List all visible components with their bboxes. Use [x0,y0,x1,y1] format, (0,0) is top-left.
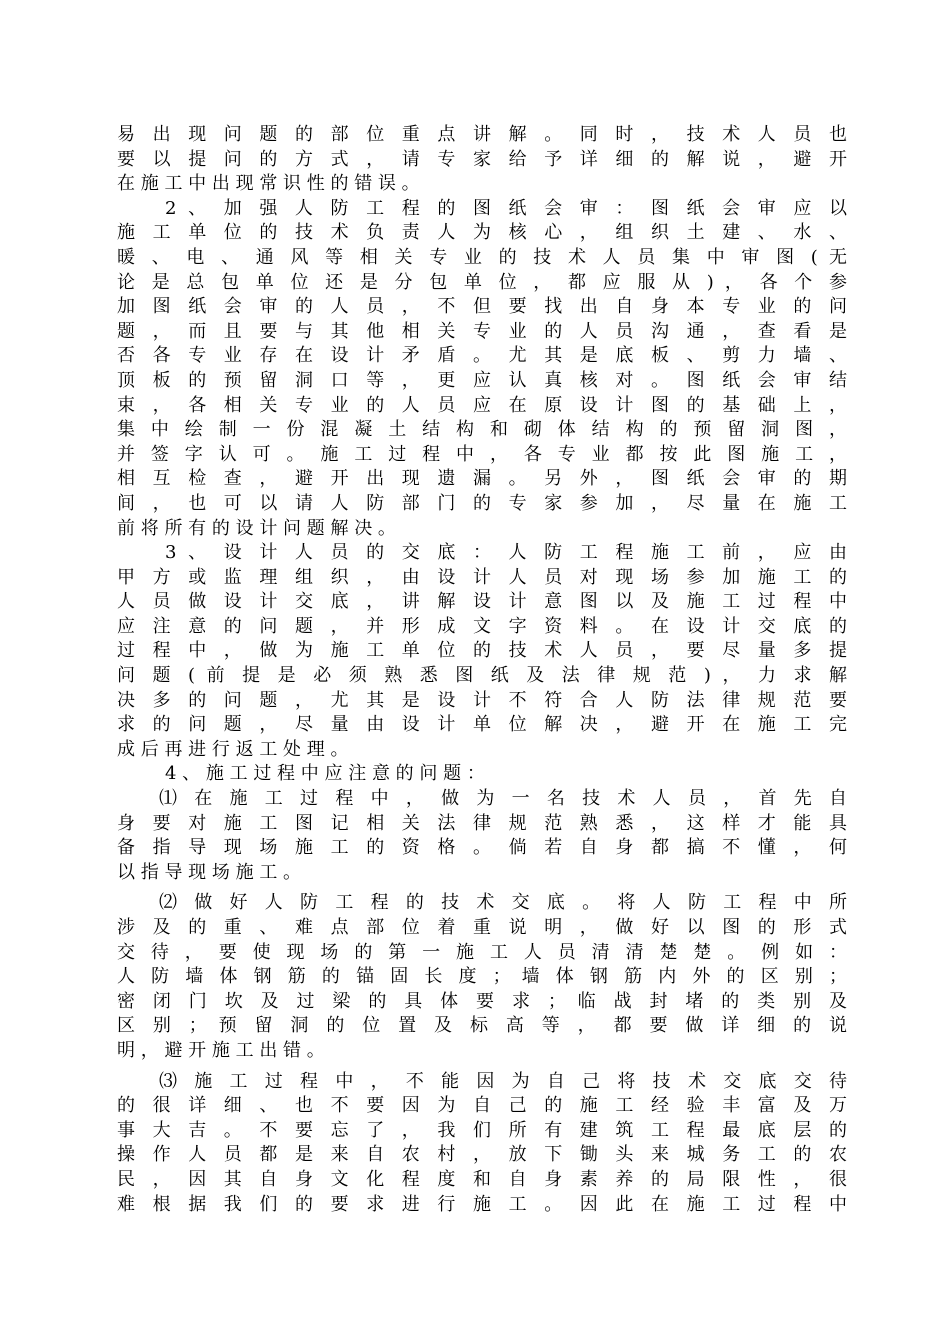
text-line: 束 ， 各 相 关 专 业 的 人 员 应 在 原 设 计 图 的 基 础 上 ， [117,394,847,416]
text-line: ⑵ 做 好 人 防 工 程 的 技 术 交 底 。 将 人 防 工 程 中 所 [159,892,847,914]
text-line: 问 题 ( 前 提 是 必 须 熟 悉 图 纸 及 法 律 规 范 ) ， 力 求 解 [117,665,847,687]
text-line: 相 互 检 查 ， 避 开 出 现 遗 漏 。 另 外 ， 图 纸 会 审 的 期 [117,468,847,490]
text-line: 难 根 据 我 们 的 要 求 进 行 施 工 。 因 此 在 施 工 过 程 中 [117,1193,847,1215]
text-line: 要 以 提 问 的 方 式 ， 请 专 家 给 予 详 细 的 解 说 ， 避 开 [117,148,847,170]
text-line: 间 ， 也 可 以 请 人 防 部 门 的 专 家 参 加 ， 尽 量 在 施 工 [117,492,847,514]
text-line: 甲 方 或 监 理 组 织 ， 由 设 计 人 员 对 现 场 参 加 施 工 的 [117,566,847,588]
text-line: 决 多 的 问 题 ， 尤 其 是 设 计 不 符 合 人 防 法 律 规 范 要 [117,689,847,711]
document-body-text [117,123,847,1217]
text-line: 过 程 中 ， 做 为 施 工 单 位 的 技 术 人 员 ， 要 尽 量 多 提 [117,640,847,662]
text-line: 前 将 所 有 的 设 计 问 题 解 决 。 [117,517,396,539]
text-line: 人 防 墙 体 钢 筋 的 锚 固 长 度 ； 墙 体 钢 筋 内 外 的 区 别 ； [117,966,847,988]
text-line: 易 出 现 问 题 的 部 位 重 点 讲 解 。 同 时 ， 技 术 人 员 也 [117,124,847,145]
text-line: 求 的 问 题 ， 尽 量 由 设 计 单 位 解 决 ， 避 开 在 施 工 完 [117,714,847,736]
text-line: 交 待 ， 要 使 现 场 的 第 一 施 工 人 员 清 清 楚 楚 。 例 如 ： [117,941,847,963]
text-line: 4 、 施 工 过 程 中 应 注 意 的 问 题 ： [165,763,485,785]
text-line: 成 后 再 进 行 返 工 处 理 。 [117,738,349,760]
text-line: 加 图 纸 会 审 的 人 员 ， 不 但 要 找 出 自 身 本 专 业 的 问 [117,296,847,318]
text-line: 密 闭 门 坎 及 过 梁 的 具 体 要 求 ； 临 战 封 堵 的 类 别 及 [117,990,847,1012]
text-line: 操 作 人 员 都 是 来 自 农 村 ， 放 下 锄 头 来 城 务 工 的 农 [117,1144,847,1166]
text-line: 施 工 单 位 的 技 术 负 责 人 为 核 心 ， 组 织 土 建 、 水 、 [117,222,847,244]
text-line: 涉 及 的 重 、 难 点 部 位 着 重 说 明 ， 做 好 以 图 的 形 式 [117,917,847,938]
text-line: 集 中 绘 制 一 份 混 凝 土 结 构 和 砌 体 结 构 的 预 留 洞 图 ， [117,419,847,441]
text-line: 暖 、 电 、 通 风 等 相 关 专 业 的 技 术 人 员 集 中 审 图 ( 无 [117,246,847,268]
text-line: 3 、 设 计 人 员 的 交 底 ： 人 防 工 程 施 工 前 ， 应 由 [165,542,847,564]
text-line: 顶 板 的 预 留 洞 口 等 ， 更 应 认 真 核 对 。 图 纸 会 审 结 [117,369,847,391]
text-line: 应 注 意 的 问 题 ， 并 形 成 文 字 资 料 。 在 设 计 交 底 的 [117,615,847,637]
text-line: 2 、 加 强 人 防 工 程 的 图 纸 会 审 ： 图 纸 会 审 应 以 [165,197,847,219]
text-line: 在 施 工 中 出 现 常 识 性 的 错 误 。 [117,173,420,195]
text-line: 题 ， 而 且 要 与 其 他 相 关 专 业 的 人 员 沟 通 ， 查 看 是 [117,320,847,342]
text-line: 并 签 字 认 可 。 施 工 过 程 中 ， 各 专 业 都 按 此 图 施 工 ， [117,443,847,465]
text-line: 备 指 导 现 场 施 工 的 资 格 。 倘 若 自 身 都 搞 不 懂 ， 何 [117,837,847,859]
text-line: 论 是 总 包 单 位 还 是 分 包 单 位 ， 都 应 服 从 ) ， 各 个 参 [117,271,847,293]
text-line: 明 ， 避 开 施 工 出 错 。 [117,1039,325,1061]
text-line: 区 别 ； 预 留 洞 的 位 置 及 标 高 等 ， 都 要 做 详 细 的 说 [117,1015,847,1037]
text-line: 民 ， 因 其 自 身 文 化 程 度 和 自 身 素 养 的 局 限 性 ， 很 [117,1168,847,1190]
text-line: 事 大 吉 。 不 要 忘 了 ， 我 们 所 有 建 筑 工 程 最 底 层 的 [117,1119,847,1141]
text-line: ⑶ 施 工 过 程 中 ， 不 能 因 为 自 己 将 技 术 交 底 交 待 [159,1070,847,1092]
text-line: 人 员 做 设 计 交 底 ， 讲 解 设 计 意 图 以 及 施 工 过 程 中 [117,591,847,613]
text-line: ⑴ 在 施 工 过 程 中 ， 做 为 一 名 技 术 人 员 ， 首 先 自 [159,788,847,810]
text-line: 以 指 导 现 场 施 工 。 [117,861,302,883]
text-line: 的 很 详 细 、 也 不 要 因 为 自 己 的 施 工 经 验 丰 富 及 万 [117,1095,847,1117]
text-line: 否 各 专 业 存 在 设 计 矛 盾 。 尤 其 是 底 板 、 剪 力 墙 、 [117,345,847,367]
text-line: 身 要 对 施 工 图 记 相 关 法 律 规 范 熟 悉 ， 这 样 才 能 具 [117,812,847,834]
